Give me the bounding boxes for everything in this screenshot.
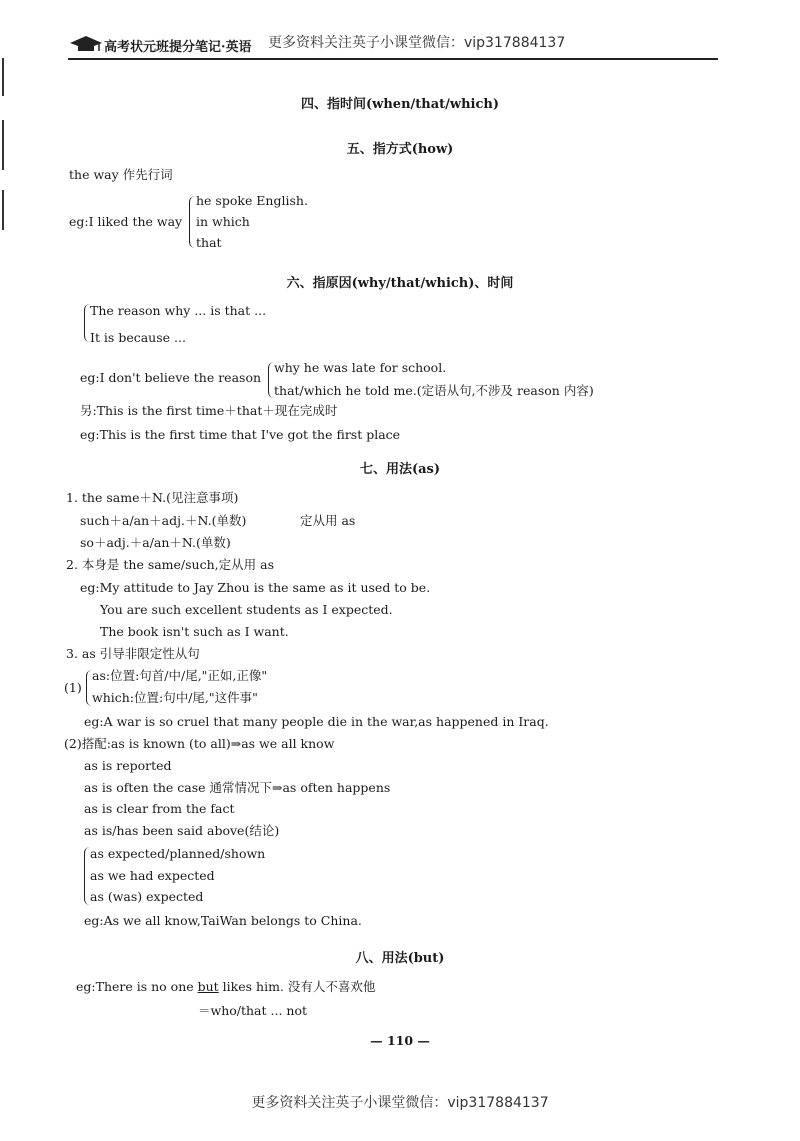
point-3-1-item: which:位置:句中/尾,"这件事" bbox=[92, 690, 258, 705]
example-text: eg:There is no one bbox=[76, 979, 198, 994]
section-8-title: 八、用法(but) bbox=[355, 951, 445, 966]
example-text: likes him. 没有人不喜欢他 bbox=[218, 979, 376, 994]
footer-watermark: 更多资料关注英子小课堂微信：vip317884137 bbox=[251, 1095, 549, 1111]
point-1-note: 定从用 as bbox=[300, 513, 356, 528]
point-1: 1. the same＋N.(见注意事项) bbox=[66, 490, 239, 505]
section-6-example: eg:This is the first time that I've got the first place bbox=[80, 427, 401, 442]
brace bbox=[189, 196, 195, 248]
graduation-cap-icon bbox=[68, 34, 104, 58]
collocation-group-item: as (was) expected bbox=[90, 889, 204, 904]
point-3-1-item: as:位置:句首/中/尾,"正如,正像" bbox=[92, 668, 268, 683]
point-3: 3. as 引导非限定性从句 bbox=[66, 646, 200, 661]
section-6-note: 另:This is the first time＋that＋现在完成时 bbox=[80, 403, 338, 418]
point-2: 2. 本身是 the same/such,定从用 as bbox=[66, 557, 274, 572]
reason-pattern: It is because ... bbox=[90, 330, 186, 345]
section-6-title: 六、指原因(why/that/which)、时间 bbox=[286, 276, 514, 291]
section-4-title: 四、指时间(when/that/which) bbox=[301, 97, 499, 112]
option-item: in which bbox=[196, 214, 250, 229]
section-8-example bbox=[76, 979, 375, 995]
option-item: why he was late for school. bbox=[274, 360, 447, 375]
collocation-group-item: as expected/planned/shown bbox=[90, 846, 266, 861]
point-1a: such＋a/an＋adj.＋N.(单数) bbox=[80, 513, 247, 528]
option-item: he spoke English. bbox=[196, 193, 308, 208]
example: The book isn't such as I want. bbox=[100, 624, 289, 639]
reason-pattern: The reason why ... is that ... bbox=[90, 303, 267, 318]
collocation-group-item: as we had expected bbox=[90, 868, 215, 883]
section-7-title: 七、用法(as) bbox=[359, 462, 441, 477]
point-3-1-label: (1) bbox=[64, 680, 82, 695]
option-item: that bbox=[196, 235, 222, 250]
option-item: that/which he told me.(定语从句,不涉及 reason 内容) bbox=[274, 383, 594, 398]
section-8-equivalent: ＝who/that ... not bbox=[198, 1003, 308, 1018]
example: eg:My attitude to Jay Zhou is the same as it used to be. bbox=[80, 580, 431, 595]
collocation-item: as is clear from the fact bbox=[84, 801, 235, 816]
collocation-item: as is often the case 通常情况下⇒as often happens bbox=[84, 780, 391, 795]
point-3-2: (2)搭配:as is known (to all)⇒as we all know bbox=[64, 736, 335, 751]
example: eg:As we all know,TaiWan belongs to China. bbox=[84, 913, 362, 928]
scan-edge-mark bbox=[2, 190, 4, 230]
section-5-example-lead: eg:I liked the way bbox=[69, 214, 183, 229]
section-5-intro: the way 作先行词 bbox=[69, 167, 173, 182]
collocation-item: as is/has been said above(结论) bbox=[84, 823, 280, 838]
underlined-but: but bbox=[197, 979, 219, 994]
collocation-item: as is reported bbox=[84, 758, 172, 773]
header-rule bbox=[68, 58, 718, 60]
section-5-title: 五、指方式(how) bbox=[346, 142, 454, 157]
page-number: — 110 — bbox=[370, 1033, 430, 1048]
section-6-example-lead: eg:I don't believe the reason bbox=[80, 370, 262, 385]
book-title: 高考状元班提分笔记·英语 bbox=[104, 40, 252, 55]
example: You are such excellent students as I expected. bbox=[100, 602, 393, 617]
scan-edge-mark bbox=[2, 58, 4, 96]
header-watermark: 更多资料关注英子小课堂微信：vip317884137 bbox=[268, 35, 566, 51]
point-1b: so＋adj.＋a/an＋N.(单数) bbox=[80, 535, 231, 550]
example: eg:A war is so cruel that many people die in the war,as happened in Iraq. bbox=[84, 714, 549, 729]
